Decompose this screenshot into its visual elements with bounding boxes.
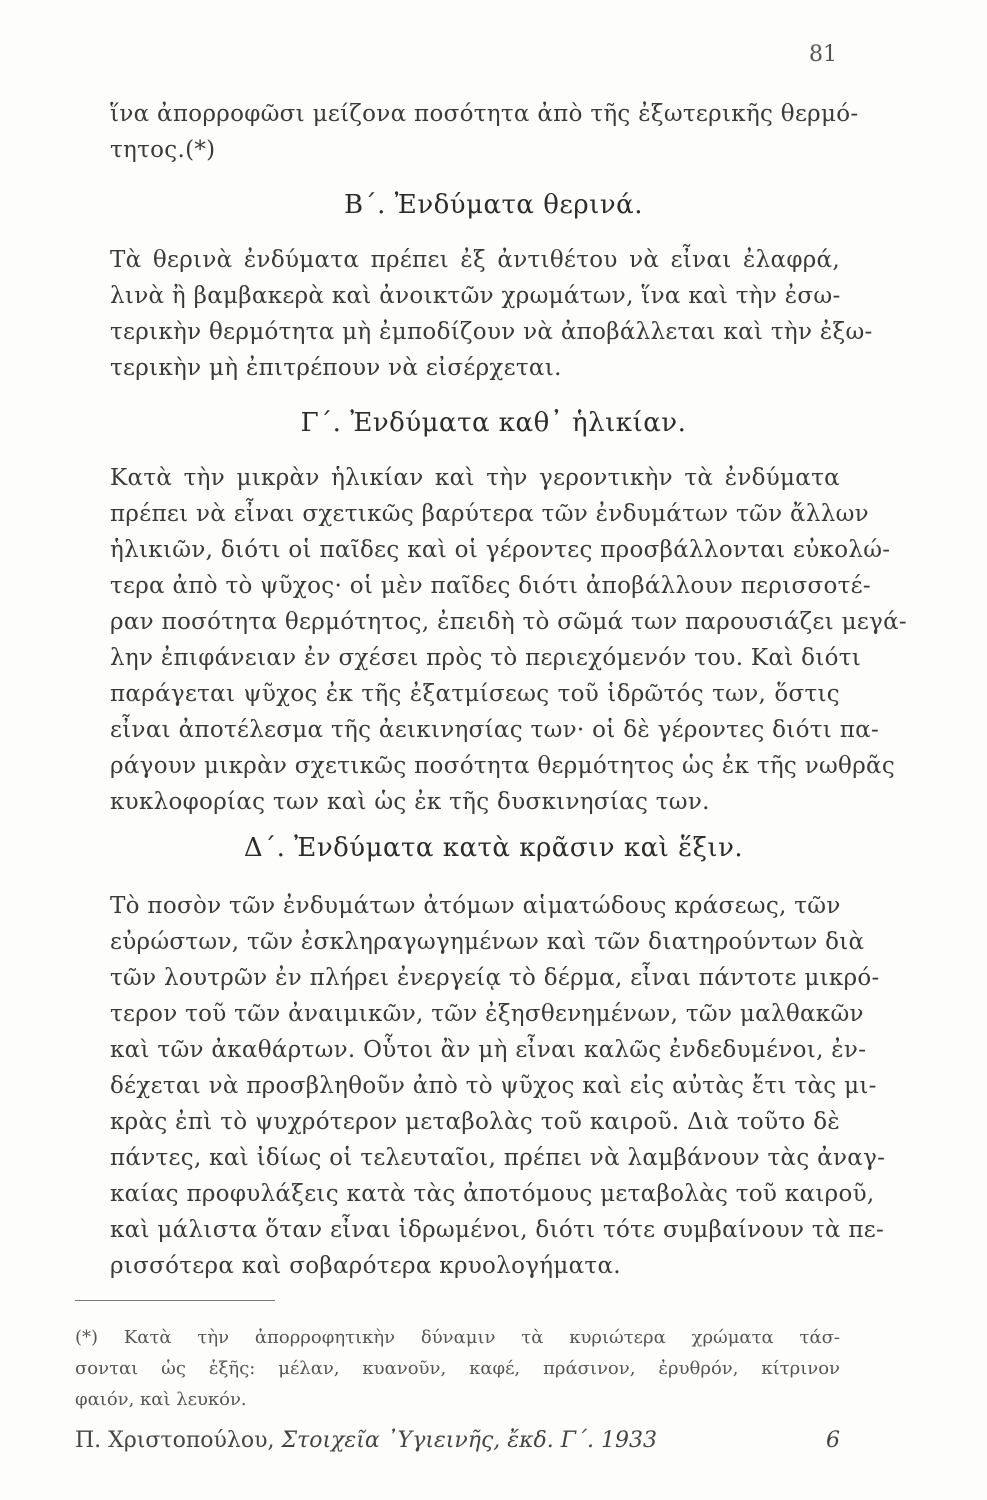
footnote-line: (*) Κατὰ τὴν ἀπορροφητικὴν δύναμιν τὰ κυριώτερα χρώματα τάσ- (75, 1327, 840, 1348)
text-line: λινὰ ἢ βαμβακερὰ καὶ ἀνοικτῶν χρωμάτων, ἵνα καὶ τὴν ἐσω- (110, 283, 841, 309)
footnote (75, 1322, 840, 1415)
text-line: καίας προφυλάξεις κατὰ τὰς ἀποτόμους μεταβολὰς τοῦ καιροῦ, (110, 1181, 875, 1207)
footnote-divider (75, 1300, 275, 1301)
text-line: πάντες, καὶ ἰδίως οἱ τελευταῖοι, πρέπει νὰ λαμβάνουν τὰς ἀναγ- (110, 1145, 886, 1171)
footer-title: Στοιχεῖα ᾿Υγιεινῆς, ἔκδ. Γ΄. 1933 (281, 1428, 657, 1453)
intro-paragraph (110, 96, 859, 168)
text-line: καὶ τῶν ἀκαθάρτων. Οὗτοι ἂν μὴ εἶναι καλῶς ἐνδεδυμένοι, ἐν- (110, 1037, 867, 1063)
section-heading-d: Δ΄. Ἐνδύματα κατὰ κρᾶσιν καὶ ἕξιν. (243, 833, 744, 863)
text-line: κυκλοφορίας των καὶ ὡς ἐκ τῆς δυσκινησίας των. (110, 789, 710, 815)
text-line: ρισσότερα καὶ σοβαρότερα κρυολογήματα. (110, 1253, 621, 1279)
footer-signature: 6 (826, 1428, 840, 1453)
text-line: τητος.(*) (110, 137, 216, 163)
text-line: δέχεται νὰ προσβληθοῦν ἀπὸ τὸ ψῦχος καὶ εἰς αὐτὰς ἔτι τὰς μι- (110, 1073, 877, 1099)
text-line: εἶναι ἀποτέλεσμα τῆς ἀεικινησίας των· οἱ δὲ γέροντες διότι πα- (110, 717, 880, 743)
section-c-paragraph (110, 460, 907, 820)
text-line: παράγεται ψῦχος ἐκ τῆς ἐξατμίσεως τοῦ ἱδρῶτός των, ὅστις (110, 681, 840, 707)
page-footer (75, 1428, 840, 1453)
page-number: 81 (809, 42, 837, 67)
footnote-line: σονται ὡς ἑξῆς: μέλαν, κυανοῦν, καφέ, πράσινον, ἐρυθρόν, κίτρινον (75, 1358, 840, 1379)
text-line: τερα ἀπὸ τὸ ψῦχος· οἱ μὲν παῖδες διότι ἀποβάλλουν περισσοτέ- (110, 573, 871, 599)
section-b-paragraph (110, 242, 873, 386)
section-d-paragraph (110, 888, 886, 1284)
text-line: ράγουν μικρὰν σχετικῶς ποσότητα θερμότητος ὡς ἐκ τῆς νωθρᾶς (110, 753, 896, 779)
text-line: Κατὰ τὴν μικρὰν ἡλικίαν καὶ τὴν γεροντικὴν τὰ ἐνδύματα (110, 465, 840, 491)
section-heading-c: Γ΄. Ἐνδύματα καθ᾽ ἡλικίαν. (300, 408, 687, 438)
text-line: Τὸ ποσὸν τῶν ἐνδυμάτων ἀτόμων αἱματώδους κράσεως, τῶν (110, 893, 841, 919)
text-line: τερικὴν θερμότητα μὴ ἐμποδίζουν νὰ ἀποβάλλεται καὶ τὴν ἐξω- (110, 319, 873, 345)
text-line: ἡλικιῶν, διότι οἱ παῖδες καὶ οἱ γέροντες προσβάλλονται εὐκολώ- (110, 537, 891, 563)
footnote-line: φαιόν, καὶ λευκόν. (75, 1389, 247, 1410)
text-line: Τὰ θερινὰ ἐνδύματα πρέπει ἐξ ἀντιθέτου νὰ εἶναι ἐλαφρά, (110, 247, 840, 273)
text-line: τερικὴν μὴ ἐπιτρέπουν νὰ εἰσέρχεται. (110, 355, 562, 381)
section-heading-b: Β΄. Ἐνδύματα θερινά. (344, 190, 643, 220)
text-line: κρὰς ἐπὶ τὸ ψυχρότερον μεταβολὰς τοῦ καιροῦ. Διὰ τοῦτο δὲ (110, 1109, 840, 1135)
text-line: καὶ μάλιστα ὅταν εἶναι ἱδρωμένοι, διότι τότε συμβαίνουν τὰ πε- (110, 1217, 885, 1243)
footer-author: Π. Χριστοπούλου, (75, 1428, 275, 1453)
text-line: τερον τοῦ τῶν ἀναιμικῶν, τῶν ἐξησθενημένων, τῶν μαλθακῶν (110, 1001, 864, 1027)
text-line: τῶν λουτρῶν ἐν πλήρει ἐνεργείᾳ τὸ δέρμα, εἶναι πάντοτε μικρό- (110, 965, 880, 991)
text-line: ἵνα ἀπορροφῶσι μείζονα ποσότητα ἀπὸ τῆς ἐξωτερικῆς θερμό- (110, 101, 859, 127)
text-line: πρέπει νὰ εἶναι σχετικῶς βαρύτερα τῶν ἐνδυμάτων τῶν ἄλλων (110, 501, 869, 527)
text-line: λην ἐπιφάνειαν ἐν σχέσει πρὸς τὸ περιεχόμενόν του. Καὶ διότι (110, 645, 862, 671)
text-line: ραν ποσότητα θερμότητος, ἐπειδὴ τὸ σῶμά των παρουσιάζει μεγά- (110, 609, 907, 635)
text-line: εὐρώστων, τῶν ἐσκληραγωγημένων καὶ τῶν διατηρούντων διὰ (110, 929, 865, 955)
